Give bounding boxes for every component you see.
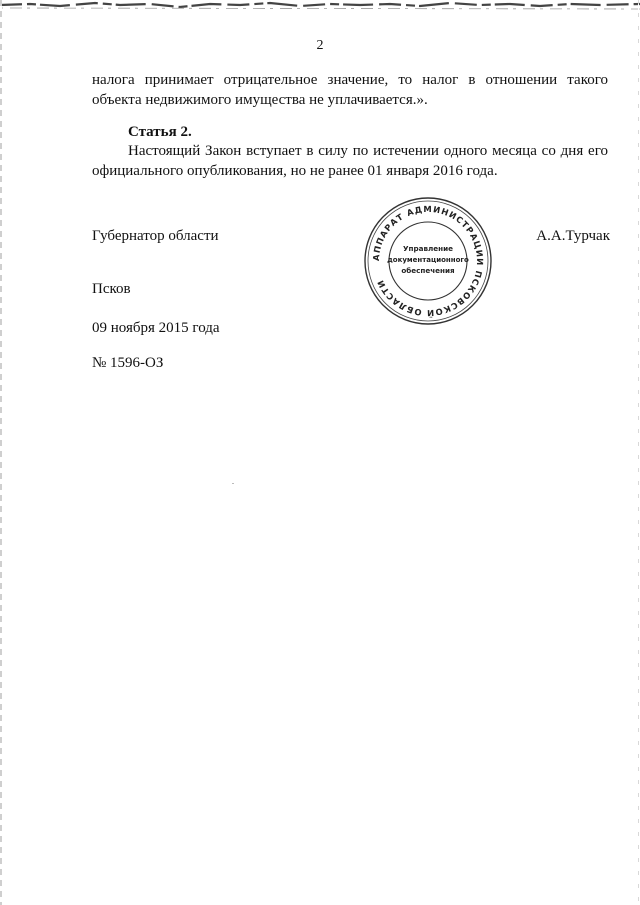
scan-edge-top bbox=[0, 0, 640, 12]
stamp-center-line-3: обеспечения bbox=[401, 266, 455, 275]
stamp-center-line-2: документационного bbox=[387, 256, 469, 264]
signing-date: 09 ноября 2015 года bbox=[92, 320, 220, 336]
stamp-center-line-1: Управление bbox=[402, 244, 454, 253]
paragraph-entry-into-force: Настоящий Закон вступает в силу по истечении одного месяца со дня его официального опубликования, но не ранее 01 января 2016 года. bbox=[92, 143, 608, 179]
signer-position: Губернатор области bbox=[92, 228, 219, 244]
signer-name: А.А.Турчак bbox=[536, 228, 610, 244]
scan-edge-left bbox=[0, 0, 2, 905]
scan-speck bbox=[232, 483, 234, 484]
page-number: 2 bbox=[316, 38, 324, 53]
stamp-ring-text: АППАРАТ АДМИНИСТРАЦИИ ПСКОВСКОЙ ОБЛАСТИ bbox=[370, 203, 486, 319]
paragraph-tax-conclusion: налога принимает отрицательное значение, то налог в отношении такого объекта недвижимого имущества не уплачивается.». bbox=[92, 72, 608, 108]
law-number: № 1596-ОЗ bbox=[92, 355, 164, 371]
scan-edge-right bbox=[638, 0, 639, 905]
official-seal-stamp bbox=[363, 196, 493, 326]
place-of-signing: Псков bbox=[92, 281, 131, 297]
article-2-heading: Статья 2. bbox=[128, 124, 192, 140]
